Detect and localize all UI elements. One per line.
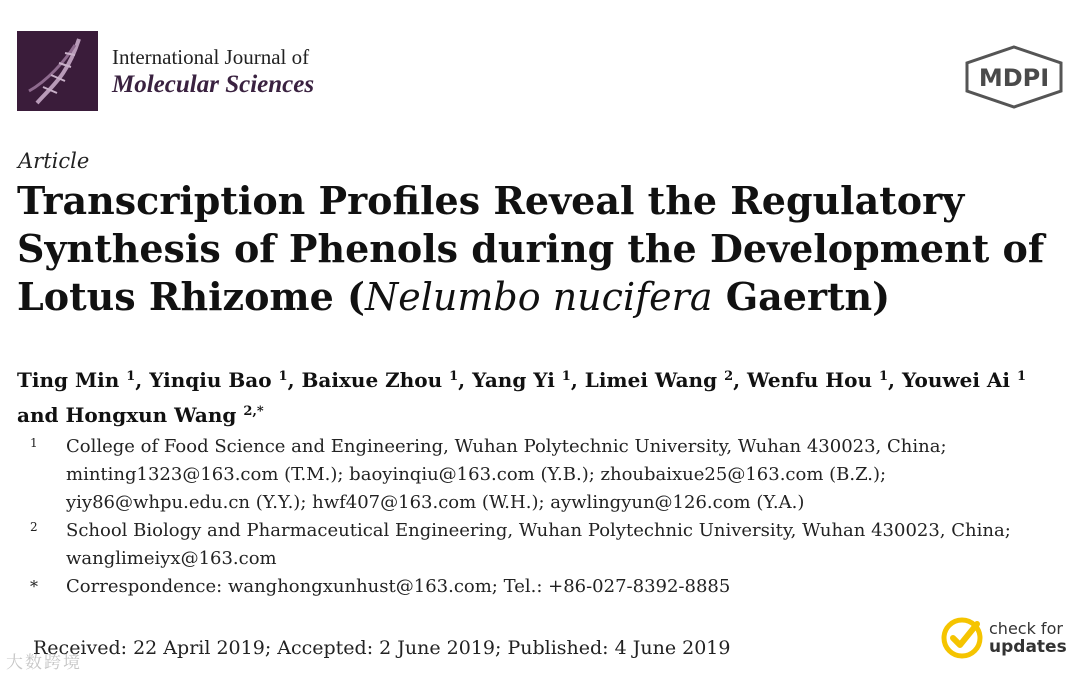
affiliation-item — [30, 517, 1070, 573]
author-name: Baixue Zhou — [301, 368, 443, 392]
publisher-name: MDPI — [978, 64, 1050, 92]
author-affiliation-mark: 1 — [126, 369, 136, 384]
author-separator: , — [287, 368, 302, 392]
article-title-part2: Gaertn) — [712, 274, 891, 319]
author-affiliation-mark: 1 — [879, 369, 889, 384]
author-affiliation-mark: 2 — [724, 369, 734, 384]
check-for-updates-line2: updates — [989, 637, 1067, 657]
publication-dates: Received: 22 April 2019; Accepted: 2 June 2019; Published: 4 June 2019 — [33, 637, 731, 659]
author-separator: , — [570, 368, 585, 392]
article-title-species: Nelumbo nucifera — [365, 275, 713, 319]
author-affiliation-mark: 2,* — [243, 404, 264, 419]
journal-name-line2: Molecular Sciences — [112, 71, 315, 99]
author-separator: , — [733, 368, 748, 392]
author-name: Yang Yi — [472, 368, 555, 392]
dna-helix-icon — [17, 31, 98, 111]
article-type: Article — [18, 149, 90, 173]
author-affiliation-mark: 1 — [449, 369, 459, 384]
mdpi-logo — [962, 44, 1066, 110]
check-for-updates-button[interactable] — [941, 617, 1066, 661]
check-mark-icon — [941, 617, 983, 659]
correspondence-item — [30, 573, 1070, 601]
author-name: Youwei Ai — [901, 368, 1011, 392]
author-name: and Hongxun Wang — [17, 403, 237, 427]
author-affiliation-mark: 1 — [561, 369, 571, 384]
author-affiliation-mark: 1 — [1017, 369, 1027, 384]
author-name: Yinqiu Bao — [149, 368, 272, 392]
correspondence-text: Correspondence: wanghongxunhust@163.com; Tel.: +86-027-8392-8885 — [66, 576, 731, 597]
journal-name-line1: International Journal of — [112, 45, 310, 69]
watermark: 大数跨境 — [6, 653, 82, 673]
article-title-part1: Transcription Profiles Reveal the Regulatory Synthesis of Phenols during the Development of Lotus Rhizome ( — [17, 178, 1045, 319]
author-separator: , — [135, 368, 150, 392]
affiliation-mark: 1 — [30, 436, 38, 450]
author-name: Wenfu Hou — [747, 368, 873, 392]
check-for-updates-line1: check for — [989, 619, 1063, 638]
author-separator: , — [888, 368, 902, 392]
affiliation-list — [30, 433, 1070, 601]
article-title — [17, 177, 1057, 321]
author-affiliation-mark: 1 — [278, 369, 288, 384]
check-for-updates-label — [989, 619, 1067, 657]
author-name: Limei Wang — [584, 368, 718, 392]
journal-name — [112, 45, 314, 100]
affiliation-mark: 2 — [30, 520, 38, 534]
journal-logo — [17, 31, 98, 111]
author-separator: , — [458, 368, 473, 392]
author-name: Ting Min — [17, 368, 120, 392]
correspondence-mark: * — [30, 577, 38, 596]
affiliation-text: College of Food Science and Engineering, Wuhan Polytechnic University, Wuhan 430023, China; minting1323@163.com (T.M.); baoyinqiu@163.com (Y.B.); zhoubaixue25@163.com (B.Z.); yiy86@whpu.edu.cn (Y.Y.); hwf407@163.com (W.H.); aywlingyun@126.com (Y.A.) — [66, 436, 947, 513]
affiliation-text: School Biology and Pharmaceutical Engineering, Wuhan Polytechnic University, Wuhan 430023, China; wanglimeiyx@163.com — [66, 520, 1011, 569]
author-list — [17, 361, 1062, 431]
affiliation-item — [30, 433, 1070, 517]
